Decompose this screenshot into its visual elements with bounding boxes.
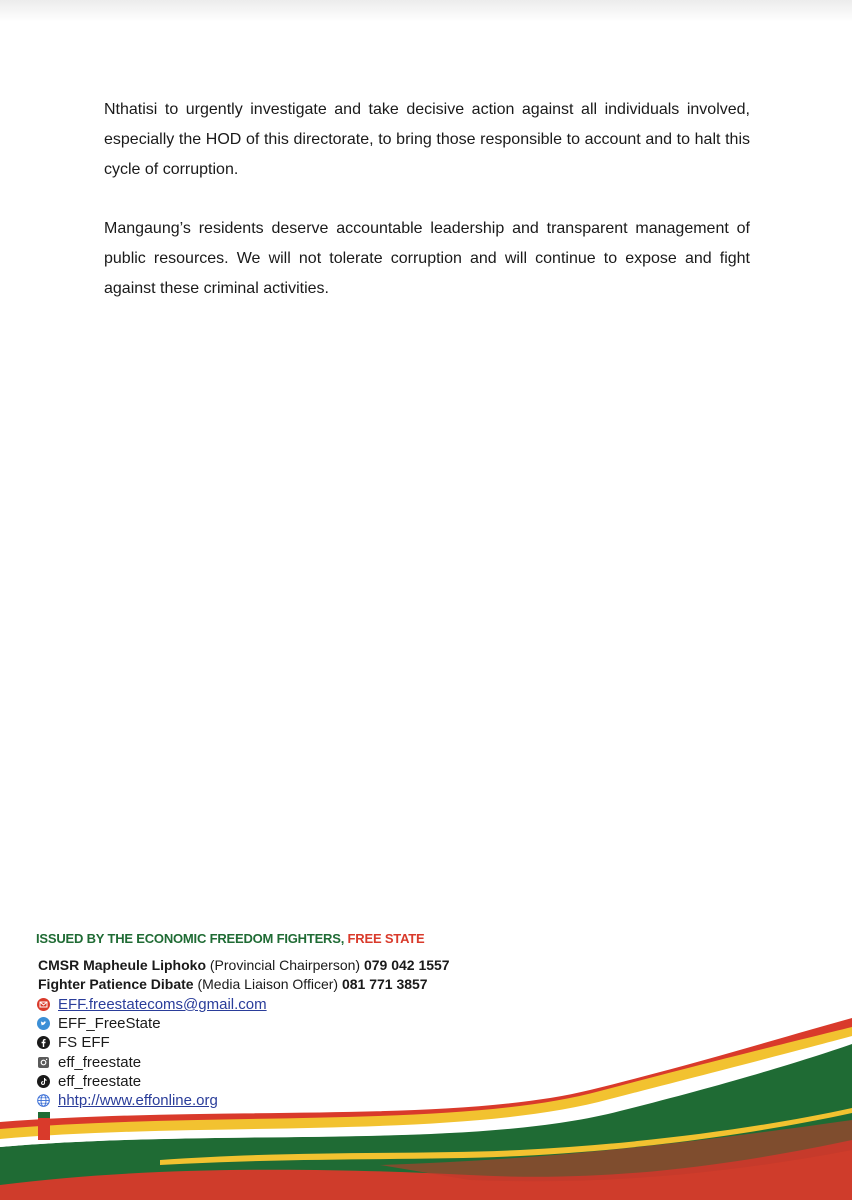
facebook-page: FS EFF <box>58 1034 110 1051</box>
social-instagram <box>37 1054 141 1071</box>
twitter-handle: EFF_FreeState <box>58 1015 161 1032</box>
issued-by-line <box>36 931 425 946</box>
website-link[interactable]: hhtp://www.effonline.org <box>58 1092 218 1109</box>
globe-icon <box>37 1094 50 1107</box>
contact-name: Fighter Patience Dibate <box>38 976 194 992</box>
social-email <box>37 996 267 1013</box>
social-facebook <box>37 1034 110 1051</box>
contact-line <box>38 976 428 992</box>
social-twitter <box>37 1015 161 1032</box>
contact-phone: 079 042 1557 <box>363 957 450 973</box>
contact-phone: 081 771 3857 <box>341 976 428 992</box>
issued-by-label: ISSUED BY THE ECONOMIC FREEDOM FIGHTERS, <box>36 931 345 946</box>
contact-name: CMSR Mapheule Liphoko <box>38 957 206 973</box>
instagram-handle: eff_freestate <box>58 1054 142 1071</box>
twitter-icon <box>37 1017 50 1030</box>
contact-role: (Provincial Chairperson) <box>209 957 361 973</box>
contact-line <box>38 957 450 973</box>
social-tiktok <box>37 1073 141 1090</box>
social-website <box>37 1092 218 1109</box>
tiktok-icon <box>37 1075 50 1088</box>
facebook-icon <box>37 1036 50 1049</box>
instagram-icon <box>37 1056 50 1069</box>
body-paragraph: Mangaung’s residents deserve accountable leadership and transparent management of public resources. We will not tolerate corruption and will continue to expose and fight against these criminal activities. <box>104 220 750 297</box>
issued-region: FREE STATE <box>347 931 425 946</box>
body-paragraph: Nthatisi to urgently investigate and take decisive action against all individuals involved, especially the HOD of this directorate, to bring those responsible to account and to halt this cycle of corruption. <box>104 101 750 178</box>
tiktok-handle: eff_freestate <box>58 1073 142 1090</box>
email-icon <box>37 998 50 1011</box>
contact-role: (Media Liaison Officer) <box>197 976 339 992</box>
email-link[interactable]: EFF.freestatecoms@gmail.com <box>58 996 267 1013</box>
